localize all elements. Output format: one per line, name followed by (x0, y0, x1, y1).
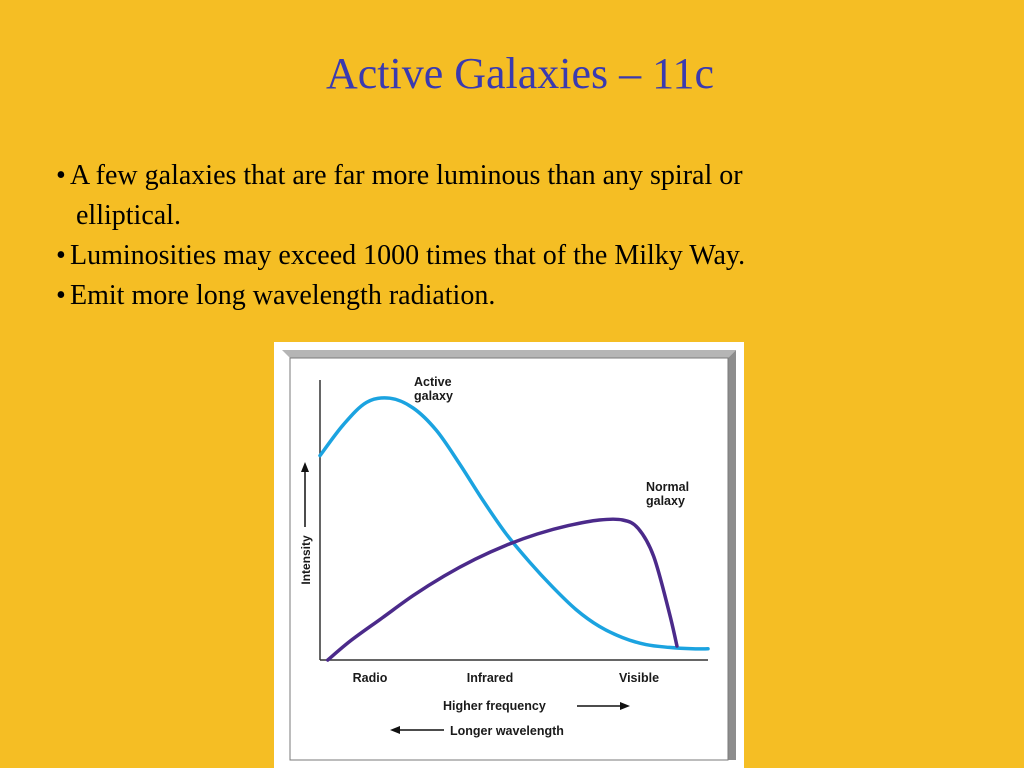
bullet-text: Emit more long wavelength radiation. (70, 280, 496, 311)
chart-figure (274, 342, 744, 768)
longer-wavelength-label: Longer wavelength (450, 724, 564, 738)
bullet-item (56, 276, 956, 316)
series-label: Normal (646, 480, 690, 494)
bullet-marker: • (56, 160, 66, 191)
bullet-list (56, 156, 956, 316)
bullet-marker: • (56, 280, 66, 311)
spectrum-chart (274, 342, 744, 768)
bullet-item (56, 236, 956, 276)
frame-bevel-top (282, 350, 736, 358)
slide-title: Active Galaxies – 11c (325, 49, 715, 98)
y-axis-label: Intensity (299, 535, 313, 585)
higher-frequency-label: Higher frequency (443, 699, 546, 713)
bullet-marker: • (56, 240, 66, 271)
bullet-item (56, 156, 956, 236)
series-label: galaxy (414, 389, 453, 403)
x-tick-label: Radio (352, 671, 388, 685)
series-label: Active (414, 375, 452, 389)
x-tick-label: Infrared (466, 671, 514, 685)
bullet-text (70, 156, 890, 236)
bullet-text-line: elliptical. (76, 200, 181, 231)
frame-bevel-right (728, 350, 736, 760)
bullet-text-line: A few galaxies that are far more luminous than any spiral or (70, 160, 743, 191)
bullet-text: Luminosities may exceed 1000 times that of the Milky Way. (70, 240, 746, 271)
x-tick-label: Visible (618, 671, 660, 685)
series-label: galaxy (646, 494, 685, 508)
